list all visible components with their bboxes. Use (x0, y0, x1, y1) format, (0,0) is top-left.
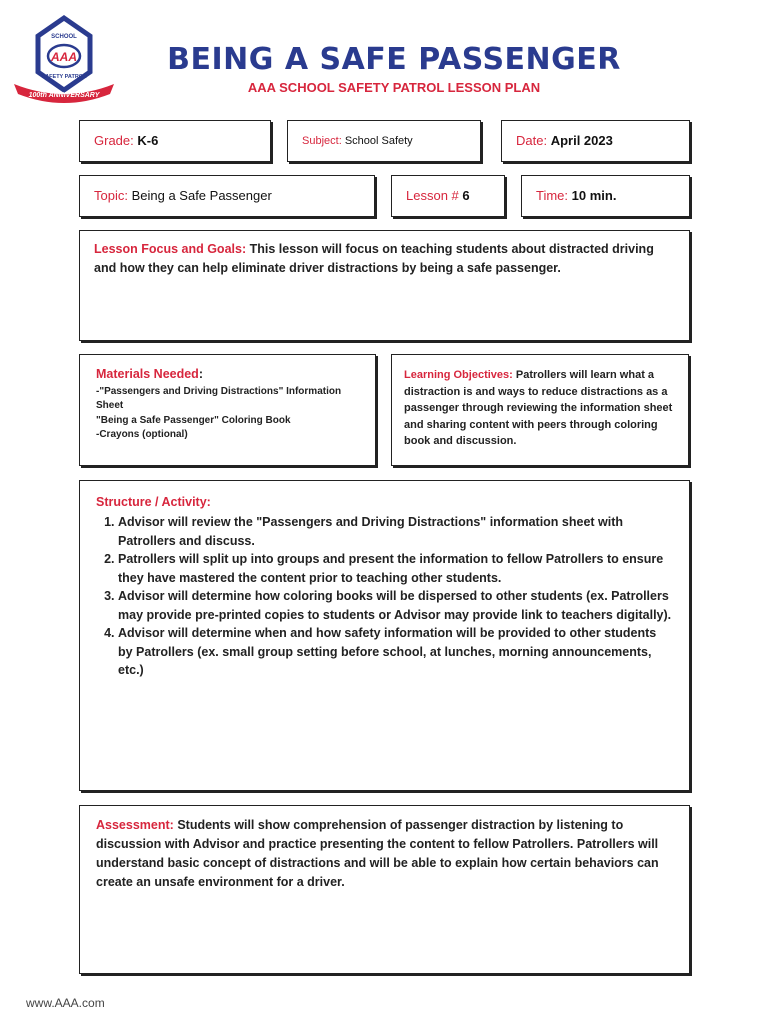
footer-url: www.AAA.com (26, 996, 105, 1010)
assessment-text: Students will show comprehension of passenger distraction by listening to discussion with Advisor and practice presenting the content to fellow Patrollers. Patrollers will understand basic concept of distractions and will be able to explain how certain behaviors can create an unsafe environment for a driver. (96, 818, 659, 889)
learning-objectives-text: Patrollers will learn what a distraction is and ways to reduce distractions as a passenger through reviewing the information sheet and sharing content with peers through coloring book and discussion. (404, 369, 673, 447)
lesson-focus-text: This lesson will focus on teaching students about distracted driving and how they can help eliminate driver distractions by being a safe passenger. (94, 242, 654, 275)
materials-section (79, 354, 376, 466)
structure-activity-label: Structure / Activity: (96, 495, 211, 509)
lesson-number-value: 6 (462, 188, 470, 203)
structure-activity-section (79, 480, 690, 791)
date-field (501, 120, 690, 162)
materials-item: -"Passengers and Driving Distractions" Information Sheet (96, 385, 342, 411)
structure-steps-list (96, 513, 673, 680)
time-value: 10 min. (571, 188, 617, 203)
learning-objectives-section (391, 354, 689, 466)
learning-objectives-label: Learning Objectives: (404, 369, 513, 381)
structure-step: 3. Advisor will determine how coloring books will be dispersed to other students (ex. Patrollers may provide pre-printed copies to students or Advisor may provide link to teachers digitally). (118, 587, 673, 624)
logo-top-text: SCHOOL (51, 34, 77, 40)
grade-value: K-6 (137, 133, 159, 148)
lesson-number-field (391, 175, 505, 217)
lesson-focus-section (79, 230, 690, 341)
topic-label: Topic: (94, 188, 128, 203)
logo-brand-text: AAA (51, 50, 77, 64)
logo-banner-text: 100th ANNIVERSARY (28, 92, 100, 99)
topic-value: Being a Safe Passenger (131, 188, 272, 203)
structure-step: 4. Advisor will determine when and how safety information will be provided to other students by Patrollers (ex. small group setting before school, at lunches, morning announcements, etc.) (118, 624, 673, 680)
materials-item: "Being a Safe Passenger" Coloring Book (96, 414, 291, 426)
subject-label: Subject: (302, 135, 342, 147)
materials-item: -Crayons (optional) (96, 429, 188, 440)
assessment-section (79, 805, 690, 974)
structure-step: 2. Patrollers will split up into groups and present the information to fellow Patrollers to ensure they have mastered the content prior to teaching other students. (118, 550, 673, 587)
topic-field (79, 175, 375, 217)
page-title: BEING A SAFE PASSENGER (167, 42, 621, 77)
time-label: Time: (536, 188, 569, 203)
subject-value: School Safety (344, 135, 413, 147)
lesson-focus-label: Lesson Focus and Goals: (94, 242, 247, 256)
structure-step: 1. Advisor will review the "Passengers and Driving Distractions" information sheet with Patrollers and discuss. (118, 513, 673, 550)
lesson-number-label: Lesson # (406, 188, 459, 203)
date-label: Date: (516, 133, 548, 148)
date-value: April 2023 (550, 133, 613, 148)
page-subtitle: AAA SCHOOL SAFETY PATROL LESSON PLAN (247, 80, 541, 95)
time-field (521, 175, 690, 217)
materials-label: Materials Needed (96, 367, 199, 381)
grade-field (79, 120, 271, 162)
grade-label: Grade: (94, 133, 134, 148)
subject-field (287, 120, 481, 162)
materials-colon: : (198, 367, 203, 381)
assessment-label: Assessment: (96, 818, 174, 832)
logo-ribbon-text: SAFETY PATROL (41, 74, 87, 80)
